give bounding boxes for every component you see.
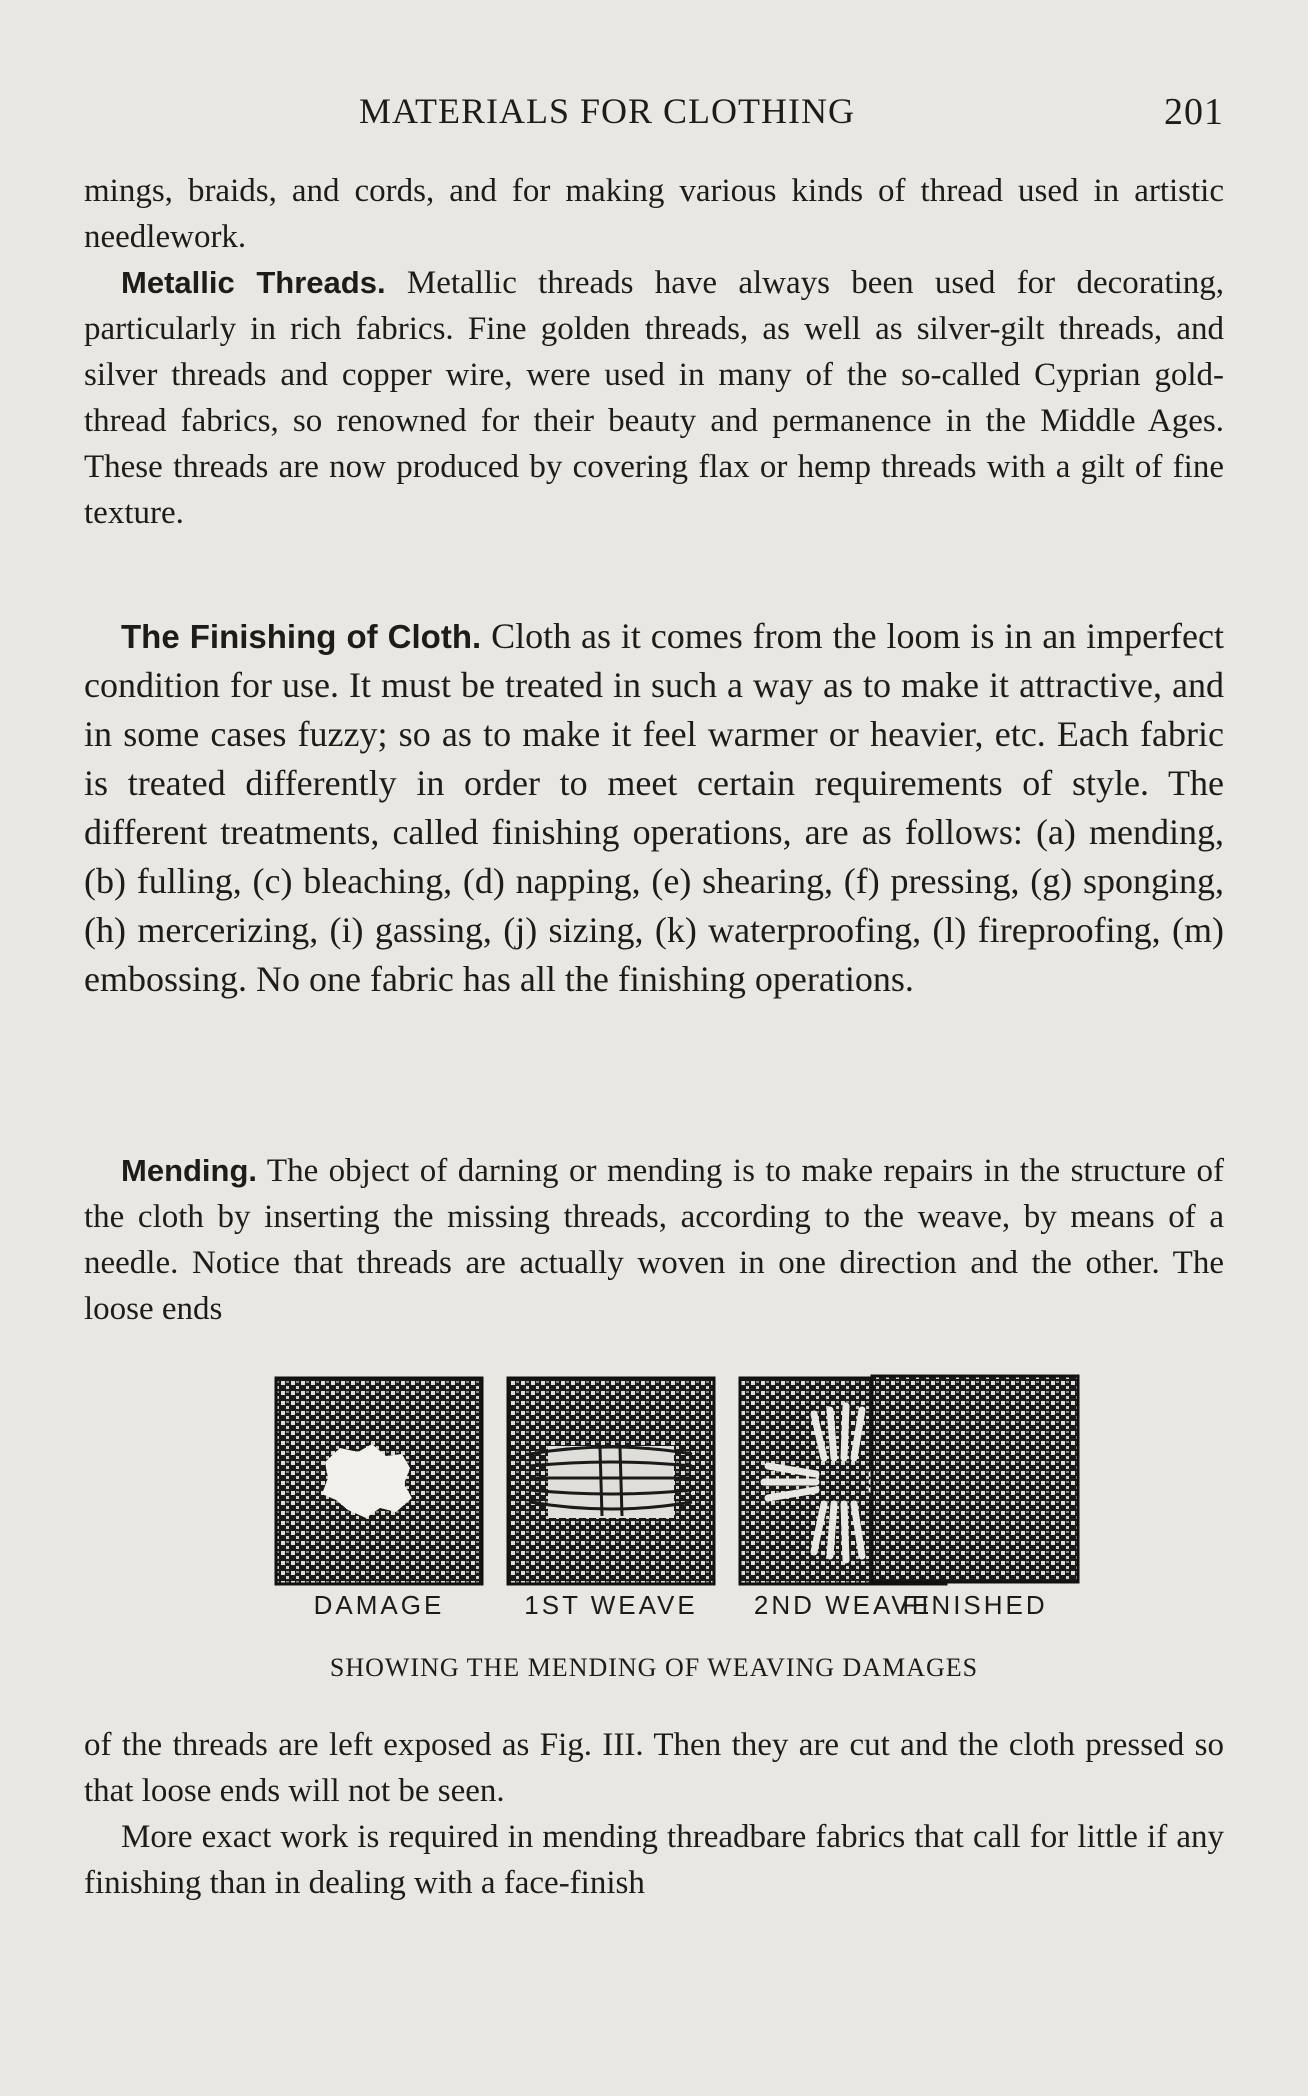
mending-heading: Mending.: [121, 1153, 258, 1188]
intro-section: [84, 168, 1224, 536]
running-head: [84, 90, 1224, 138]
continued-mending-paragraph: of the threads are left exposed as Fig. III. Then they are cut and the cloth pressed so that loose ends will not be seen.: [84, 1727, 1224, 1809]
figure-caption: SHOWING THE MENDING OF WEAVING DAMAGES: [329, 1653, 979, 1682]
label-damage: DAMAGE: [313, 1590, 445, 1620]
mending-section: [84, 1148, 1224, 1332]
mending-paragraph: Mending. The object of darning or mending is to make repairs in the structure of the cloth by inserting the missing threads, according to the weave, by means of a needle. Notice that threads are actually woven in one direction and the other. The loose ends: [84, 1153, 1224, 1327]
finished-panel-svg: [190, 1370, 1090, 1590]
label-first-weave: 1ST WEAVE: [524, 1590, 698, 1620]
label-finished: FINISHED: [902, 1590, 1048, 1620]
mending-figure: [190, 1370, 1090, 1650]
label-second-weave: 2ND WEAVE: [753, 1590, 933, 1620]
finishing-paragraph: The Finishing of Cloth. Cloth as it comes from the loom is in an imperfect condition for use. It must be treated in such a way as to make it attractive, and in some cases fuzzy; so as to make it feel warmer or heavier, etc. Each fabric is treated differently in order to meet certain requirements of style. The different treatments, called finishing operations, are as follows: (a) mending, (b) fulling, (c) bleaching, (d) napping, (e) shearing, (f) pressing, (g) sponging, (h) mercerizing, (i) gassing, (j) sizing, (k) waterproofing, (l) fireproofing, (m) embossing. No one fabric has all the finishing operations.: [84, 616, 1224, 999]
metallic-threads-paragraph: Metallic Threads. Metallic threads have always been used for decorating, particularly in rich fabrics. Fine golden threads, as well as silver-gilt threads, and silver threads and copper wire, were used in many of the so-called Cyprian gold-thread fabrics, so renowned for their beauty and permanence in the Middle Ages. These threads are now produced by covering flax or hemp threads with a gilt of fine texture.: [84, 265, 1224, 531]
finishing-heading: The Finishing of Cloth.: [121, 618, 482, 655]
closing-section: [84, 1722, 1224, 1906]
page-number: 201: [1164, 91, 1224, 133]
continued-paragraph: mings, braids, and cords, and for making various kinds of thread used in artistic needlework.: [84, 173, 1224, 255]
metallic-threads-heading: Metallic Threads.: [121, 265, 386, 300]
running-head-title: MATERIALS FOR CLOTHING: [359, 91, 856, 131]
finishing-section: [84, 612, 1224, 1004]
threadbare-paragraph: More exact work is required in mending threadbare fabrics that call for little if any finishing than in dealing with a face-finish: [84, 1819, 1224, 1901]
